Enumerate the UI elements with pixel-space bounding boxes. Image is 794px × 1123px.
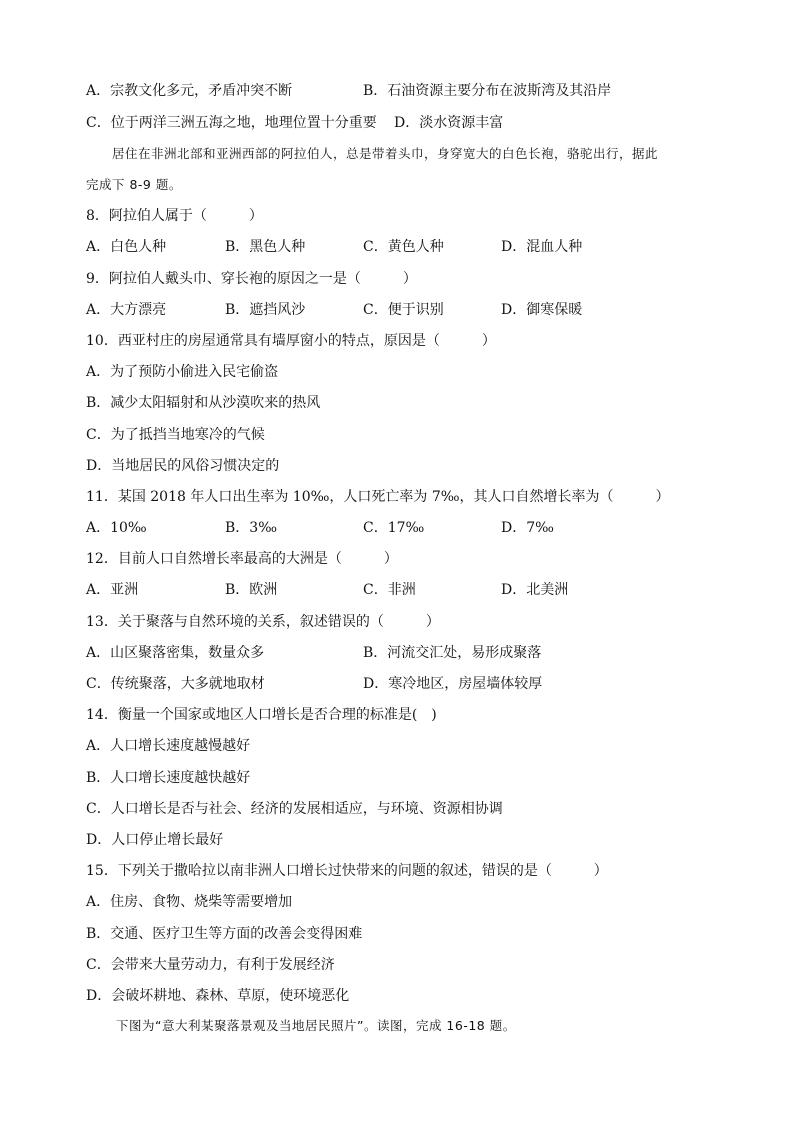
q12-option-a: A．亚洲 — [86, 582, 139, 598]
q11-option-a: A．10‰ — [86, 520, 147, 536]
q13-option-a: A．山区聚落密集，数量众多 — [86, 645, 265, 661]
q9-option-d: D．御寒保暖 — [501, 302, 583, 318]
passage-8-9-line2: 完成下 8-9 题。 — [86, 177, 182, 192]
q10-stem: 10．西亚村庄的房屋通常具有墙厚窗小的特点，原因是（ ） — [86, 333, 496, 349]
q12-option-d: D．北美洲 — [501, 582, 569, 598]
q11-stem: 11．某国 2018 年人口出生率为 10‰，人口死亡率为 7‰，其人口自然增长率为（ ） — [86, 489, 670, 505]
q12-stem: 12．目前人口自然增长率最高的大洲是（ ） — [86, 551, 398, 567]
q15-option-a: A．住房、食物、烧柴等需要增加 — [86, 894, 293, 910]
q8-option-d: D．混血人种 — [501, 239, 583, 255]
q13-option-c: C．传统聚落，大多就地取材 — [86, 676, 265, 692]
q15-option-b: B．交通、医疗卫生等方面的改善会变得困难 — [86, 926, 363, 942]
q15-option-c: C．会带来大量劳动力，有利于发展经济 — [86, 957, 335, 973]
q7-option-d: D．淡水资源丰富 — [394, 115, 504, 131]
q14-stem: 14．衡量一个国家或地区人口增长是否合理的标准是( ) — [86, 707, 437, 723]
q11-option-c: C．17‰ — [363, 520, 425, 536]
q9-option-c: C．便于识别 — [363, 302, 444, 318]
q14-option-c: C．人口增长是否与社会、经济的发展相适应，与环境、资源相协调 — [86, 801, 503, 817]
q10-option-b: B．减少太阳辐射和从沙漠吹来的热风 — [86, 395, 321, 411]
q8-option-c: C．黄色人种 — [363, 239, 444, 255]
q8-stem: 8．阿拉伯人属于（ ） — [86, 208, 263, 224]
q7-option-a: A．宗教文化多元，矛盾冲突不断 — [86, 83, 293, 99]
q15-stem: 15．下列关于撒哈拉以南非洲人口增长过快带来的问题的叙述，错误的是（ ） — [86, 863, 608, 879]
q12-option-b: B．欧洲 — [225, 582, 278, 598]
q14-option-a: A．人口增长速度越慢越好 — [86, 738, 251, 754]
q12-option-c: C．非洲 — [363, 582, 416, 598]
q14-option-b: B．人口增长速度越快越好 — [86, 770, 251, 786]
q7-option-c: C．位于两洋三洲五海之地，地理位置十分重要 — [86, 115, 377, 131]
q9-stem: 9．阿拉伯人戴头巾、穿长袍的原因之一是（ ） — [86, 271, 417, 287]
q13-option-b: B．河流交汇处，易形成聚落 — [363, 645, 542, 661]
q10-option-a: A．为了预防小偷进入民宅偷盗 — [86, 364, 279, 380]
q9-option-a: A．大方漂亮 — [86, 302, 167, 318]
q7-option-b: B．石油资源主要分布在波斯湾及其沿岸 — [363, 83, 612, 99]
q14-option-d: D．人口停止增长最好 — [86, 832, 224, 848]
q8-option-b: B．黑色人种 — [225, 239, 306, 255]
q10-option-c: C．为了抵挡当地寒冷的气候 — [86, 427, 265, 443]
q8-option-a: A．白色人种 — [86, 239, 167, 255]
q10-option-d: D．当地居民的风俗习惯决定的 — [86, 458, 280, 474]
q11-option-d: D．7‰ — [501, 520, 554, 536]
q13-option-d: D．寒冷地区，房屋墙体较厚 — [363, 676, 543, 692]
q13-stem: 13．关于聚落与自然环境的关系，叙述错误的（ ） — [86, 614, 440, 630]
q11-option-b: B．3‰ — [225, 520, 277, 536]
q15-option-d: D．会破坏耕地、森林、草原，使环境恶化 — [86, 988, 350, 1004]
passage-16-18: 下图为“意大利某聚落景观及当地居民照片”。读图，完成 16-18 题。 — [116, 1018, 516, 1033]
q9-option-b: B．遮挡风沙 — [225, 302, 306, 318]
passage-8-9-line1: 居住在非洲北部和亚洲西部的阿拉伯人，总是带着头巾，身穿宽大的白色长袍，骆驼出行，据此 — [112, 146, 659, 161]
